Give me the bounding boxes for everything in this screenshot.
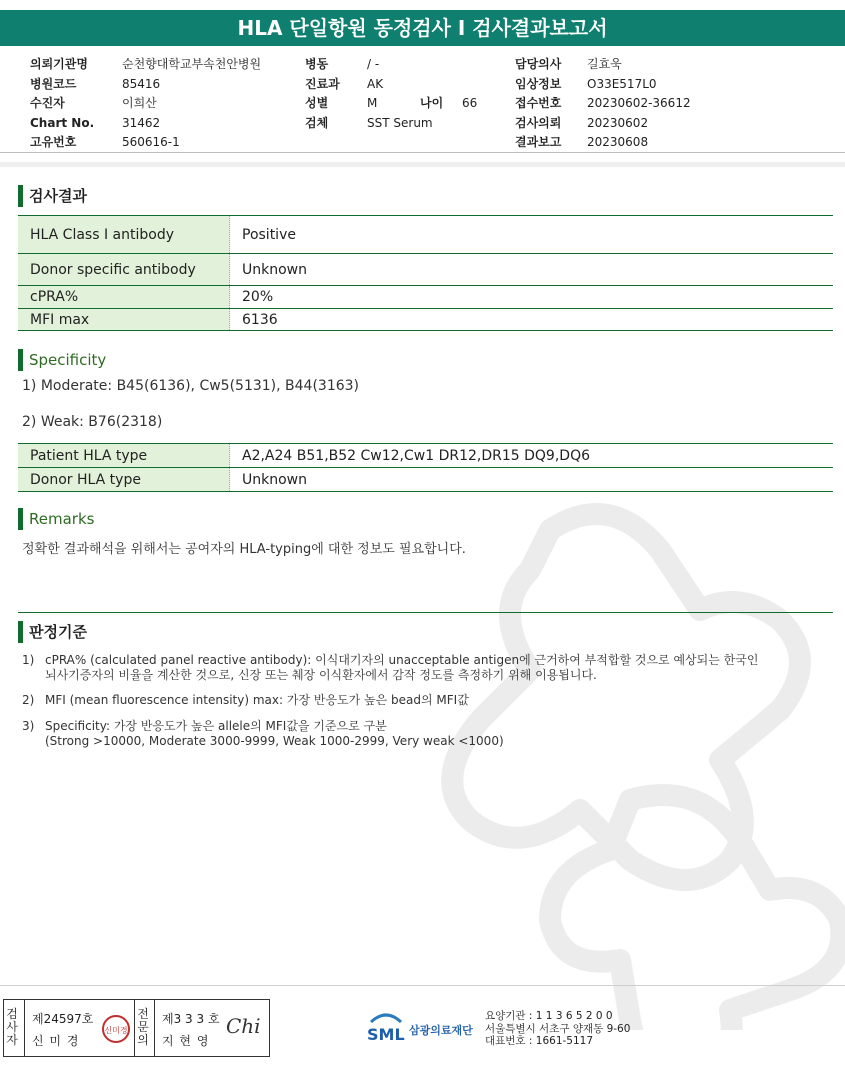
result-value: 20% [230,286,834,309]
table-row [18,468,833,492]
criteria-line: (Strong >10000, Moderate 3000-9999, Weak 1000-2999, Very weak <1000) [45,734,504,748]
value-ward: / - [367,57,380,71]
result-label: MFI max [18,309,230,331]
label-report-date: 결과보고 [515,135,562,149]
label-age: 나이 [420,96,444,110]
sig-divider [134,1000,135,1056]
value-department: AK [367,76,384,91]
specialist-label [137,1008,151,1047]
value-report-date: 20230608 [587,135,649,149]
criteria-line: cPRA% (calculated panel reactive antibody): 이식대기자의 unacceptable antigen에 근거하여 부적합할 것으로 예상되는 한국인 [45,653,759,667]
criteria-line: 뇌사기증자의 비율을 계산한 것으로, 신장 또는 췌장 이식환자에서 감작 정도를 측정하기 위해 이용됩니다. [45,668,597,682]
label-chart-no: Chart No. [30,115,95,130]
criteria-divider [18,612,833,613]
sig-divider [24,1000,25,1056]
label-hospital-code: 병원코드 [30,76,77,91]
value-patient: 이희산 [122,96,157,110]
label-patient: 수진자 [30,96,65,110]
label-accession: 접수번호 [515,96,562,110]
header-col-clinical [305,55,505,133]
specialist-name: 지 현 영 [162,1034,210,1048]
criteria-line: Specificity: 가장 반응도가 높은 allele의 MFI값을 기준으로 구분 [45,719,387,733]
institution-info [485,1010,630,1048]
criteria-item [22,653,822,683]
tester-label [6,1008,20,1047]
footer-divider [0,985,845,986]
hla-value: Unknown [230,468,834,492]
result-value: 6136 [230,309,834,331]
tester-stamp [101,1014,131,1044]
table-row [18,309,833,331]
hla-value: A2,A24 B51,B52 Cw12,Cw1 DR12,DR15 DQ9,DQ6 [230,444,834,468]
specificity-moderate: 1) Moderate: B45(6136), Cw5(5131), B44(3163) [22,378,359,394]
section-title-specificity: Specificity [18,349,106,371]
table-row [18,286,833,309]
value-accession: 20230602-36612 [587,96,691,110]
hla-label: Donor HLA type [18,468,230,492]
label-unique-no: 고유번호 [30,135,77,149]
tester-license: 제24597호 [32,1012,94,1026]
result-value: Positive [230,216,834,254]
criteria-number: 2) [22,693,35,707]
value-clinical-info: O33E517L0 [587,76,657,91]
header-divider [0,152,845,153]
section-title-results: 검사결과 [18,185,87,207]
label-sex: 성별 [305,96,329,110]
signature-block [3,999,270,1057]
result-label: Donor specific antibody [18,254,230,286]
value-age: 66 [462,96,478,110]
criteria-item [22,693,822,709]
value-sex: M [367,96,378,110]
tester-label-text: 검사자 [6,1007,18,1047]
logo-text: SML [367,1025,405,1044]
specialist-signature: Chi [226,1014,261,1038]
institution-code: 요양기관 : 1 1 3 6 5 2 0 0 [485,1010,613,1022]
header-divider-band [0,162,845,167]
table-row [18,254,833,286]
value-institution: 순천향대학교부속천안병원 [122,57,262,71]
remarks-text: 정확한 결과해석을 위해서는 공여자의 HLA-typing에 대한 정보도 필요합니다. [22,542,466,557]
criteria-line: MFI (mean fluorescence intensity) max: 가장 반응도가 높은 bead의 MFI값 [45,693,469,707]
hla-table [18,443,833,492]
institution-phone: 대표번호 : 1661-5117 [485,1035,594,1047]
label-department: 진료과 [305,76,340,91]
specialist-license: 제3 3 3 호 [162,1012,220,1026]
criteria-item [22,719,822,749]
section-title-remarks: Remarks [18,508,94,530]
table-row [18,444,833,468]
label-institution: 의뢰기관명 [30,57,88,71]
header-col-report [515,55,715,153]
institution-name: 삼광의료재단 [409,1024,473,1037]
specificity-weak: 2) Weak: B76(2318) [22,414,163,430]
value-request-date: 20230602 [587,115,649,130]
label-clinical-info: 임상정보 [515,76,562,91]
table-row [18,216,833,254]
sig-divider [154,1000,155,1056]
value-unique-no: 560616-1 [122,135,180,149]
value-doctor: 길효욱 [587,57,622,71]
result-label: HLA Class I antibody [18,216,230,254]
value-specimen: SST Serum [367,115,433,130]
result-label: cPRA% [18,286,230,309]
criteria-number: 1) [22,653,35,667]
results-table [18,215,833,331]
label-specimen: 검체 [305,115,329,130]
specialist-label-text: 전문의 [137,1007,149,1047]
institution-address: 서울특별시 서초구 양재동 9-60 [485,1022,631,1035]
header-col-patient [30,55,290,153]
sml-logo-icon [365,1008,407,1048]
report-title: HLA 단일항원 동정검사 I 검사결과보고서 [0,10,845,46]
label-request-date: 검사의뢰 [515,115,562,130]
result-value: Unknown [230,254,834,286]
section-title-criteria: 판정기준 [18,621,87,643]
criteria-number: 3) [22,719,35,733]
value-hospital-code: 85416 [122,76,161,91]
tester-name: 신 미 경 [32,1034,80,1048]
value-chart-no: 31462 [122,115,161,130]
hla-label: Patient HLA type [18,444,230,468]
tester-stamp-text: 신미경 [104,1026,128,1035]
label-doctor: 담당의사 [515,57,562,71]
label-ward: 병동 [305,57,329,71]
